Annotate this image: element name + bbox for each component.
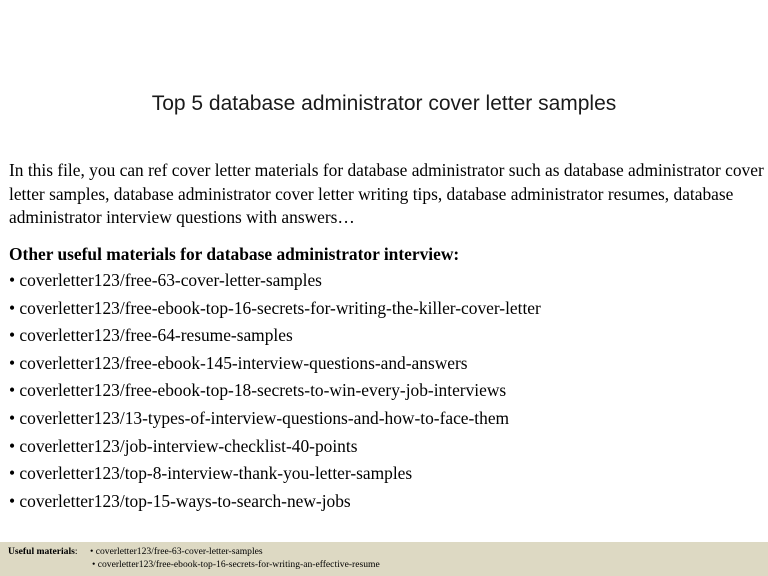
material-link[interactable]: • coverletter123/free-64-resume-samples xyxy=(9,325,293,346)
material-link[interactable]: • coverletter123/free-ebook-top-16-secrets-for-writing-the-killer-cover-letter xyxy=(9,297,541,318)
footer-label xyxy=(8,546,78,558)
intro-paragraph: In this file, you can ref cover letter materials for database administrator such as database administrator cover letter samples, database administrator cover letter writing tips, database administrator resumes, database administrator interview questions with answers… xyxy=(9,160,764,227)
slide-title: Top 5 database administrator cover letter samples xyxy=(151,92,617,115)
footer-label-text: Useful materials xyxy=(8,546,75,557)
materials-heading: Other useful materials for database administrator interview: xyxy=(9,244,460,264)
material-link[interactable]: • coverletter123/free-ebook-145-interview-questions-and-answers xyxy=(9,352,468,373)
material-link[interactable]: • coverletter123/free-ebook-top-18-secrets-to-win-every-job-interviews xyxy=(9,380,507,401)
material-link[interactable]: • coverletter123/13-types-of-interview-questions-and-how-to-face-them xyxy=(9,407,510,428)
footer-label-separator: : xyxy=(74,546,78,557)
footer-link[interactable]: • coverletter123/free-63-cover-letter-samples xyxy=(90,546,263,557)
footer-link[interactable]: • coverletter123/free-ebook-top-16-secrets-for-writing-an-effective-resume xyxy=(92,559,380,570)
material-link[interactable]: • coverletter123/free-63-cover-letter-samples xyxy=(9,270,322,290)
footer-bar xyxy=(0,542,768,576)
material-link[interactable]: • coverletter123/job-interview-checklist-40-points xyxy=(9,435,358,456)
material-link[interactable]: • coverletter123/top-8-interview-thank-you-letter-samples xyxy=(9,463,413,484)
materials-list xyxy=(9,267,541,515)
material-link[interactable]: • coverletter123/top-15-ways-to-search-new-jobs xyxy=(9,490,351,511)
